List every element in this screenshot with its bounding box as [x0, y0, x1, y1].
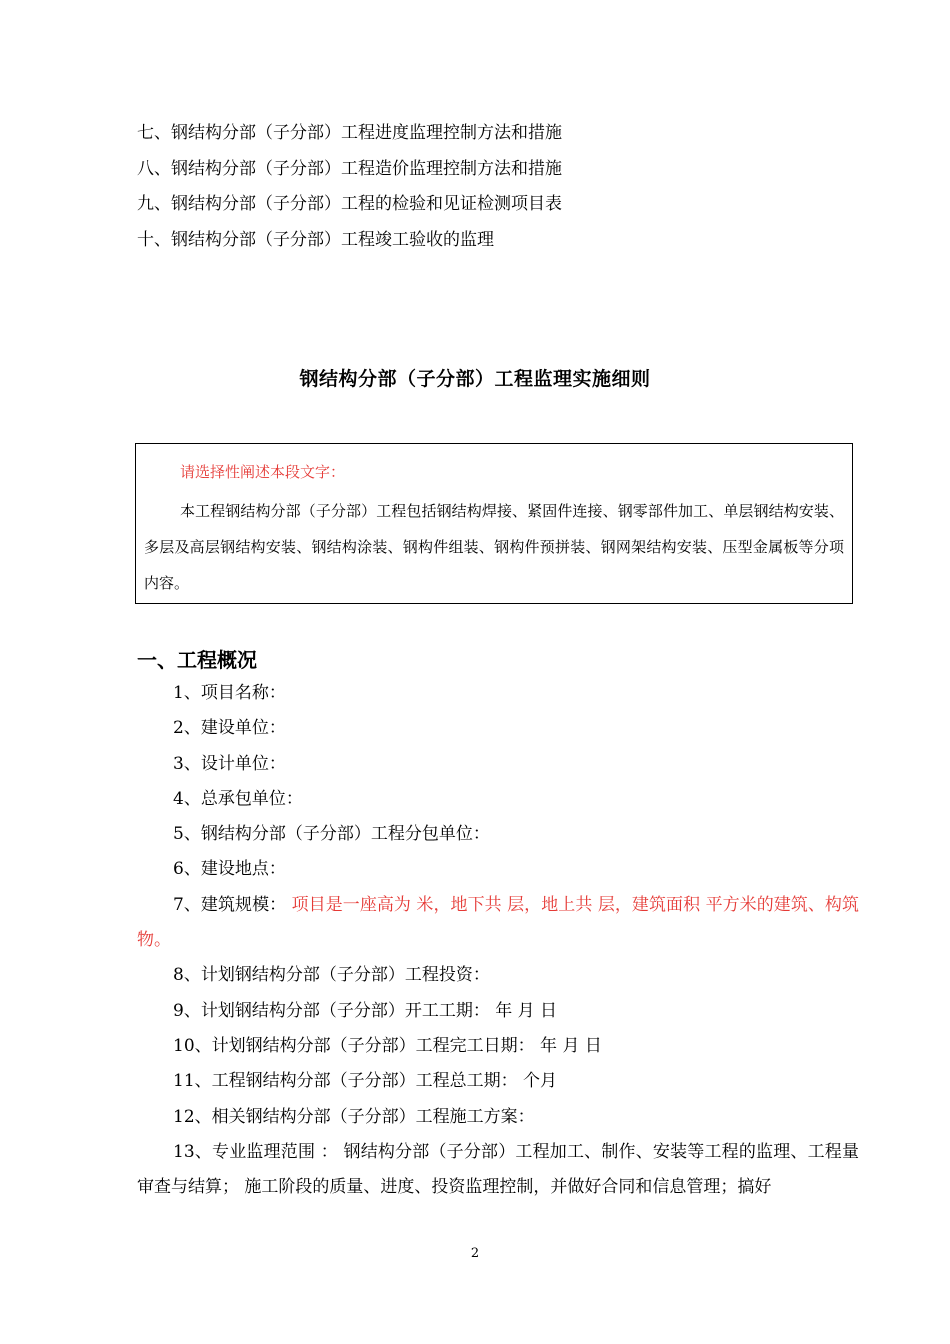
item-designer: 3、设计单位： [173, 753, 286, 774]
item-construction-plan: 12、相关钢结构分部（子分部）工程施工方案： [173, 1106, 535, 1127]
item-subcontractor: 5、钢结构分部（子分部）工程分包单位： [173, 824, 490, 845]
note-body: 本工程钢结构分部（子分部）工程包括钢结构焊接、紧固件连接、钢零部件加工、单层钢结构安装、多层及高层钢结构安装、钢结构涂装、钢构件组装、钢构件预拼装、钢网架结构安装、压型金属板等分项内容。 [144, 502, 844, 592]
toc-list [137, 116, 562, 258]
document-title: 钢结构分部（子分部）工程监理实施细则 [299, 368, 651, 390]
item-scale [137, 888, 859, 959]
section-heading-overview: 一、工程概况 [137, 648, 257, 672]
item-project-name: 1、项目名称： [173, 683, 286, 703]
item-end-date: 10、计划钢结构分部（子分部）工程完工日期： 年 月 日 [173, 1035, 602, 1056]
toc-item-7: 七、钢结构分部（子分部）工程进度监理控制方法和措施 [137, 123, 562, 143]
item-owner: 2、建设单位： [173, 718, 286, 739]
note-label: 请选择性阐述本段文字： [180, 463, 346, 481]
optional-note-box [135, 443, 853, 604]
item-supervision-scope: 13、专业监理范围 ： 钢结构分部（子分部）工程加工、制作、安装等工程的监理、工程量审查与结算； 施工阶段的质量、进度、投资监理控制，并做好合同和信息管理；搞好 [137, 1141, 859, 1198]
item-scale-label: 7、建筑规模： [173, 894, 287, 915]
item-start-date: 9、计划钢结构分部（子分部）开工工期： 年 月 日 [173, 1000, 558, 1021]
item-scale-description: 项目是一座高为 米，地下共 层，地上共 层，建筑面积 平方米的建筑、构筑物。 [137, 894, 859, 951]
toc-item-9: 九、钢结构分部（子分部）工程的检验和见证检测项目表 [137, 194, 562, 214]
page-number: 2 [470, 1246, 480, 1261]
toc-item-8: 八、钢结构分部（子分部）工程造价监理控制方法和措施 [137, 158, 562, 179]
overview-items [137, 676, 859, 1205]
item-general-contractor: 4、总承包单位： [173, 788, 303, 809]
item-location: 6、建设地点： [173, 859, 286, 880]
item-investment: 8、计划钢结构分部（子分部）工程投资： [173, 965, 490, 986]
item-duration: 11、工程钢结构分部（子分部）工程总工期： 个月 [173, 1071, 558, 1092]
toc-item-10: 十、钢结构分部（子分部）工程竣工验收的监理 [137, 229, 494, 250]
